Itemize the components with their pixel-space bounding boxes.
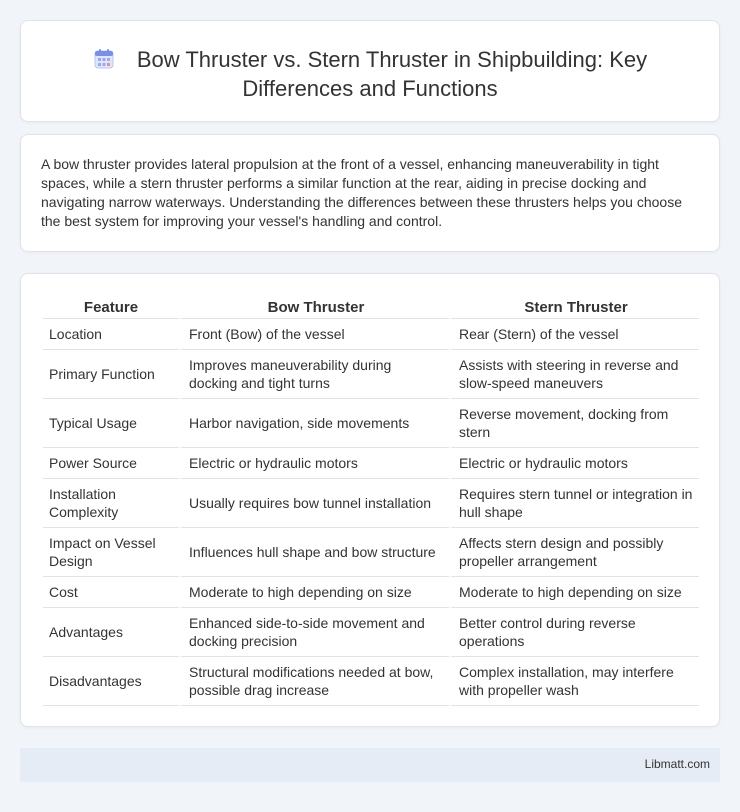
stern-cell: Requires stern tunnel or integration in hull shape xyxy=(449,479,699,528)
table-row xyxy=(43,350,699,399)
bow-cell: Influences hull shape and bow structure xyxy=(179,528,449,577)
stern-cell: Assists with steering in reverse and slow-speed maneuvers xyxy=(449,350,699,399)
feature-cell: Installation Complexity xyxy=(43,479,179,528)
feature-cell: Disadvantages xyxy=(43,657,179,706)
header-feature: Feature xyxy=(43,294,179,319)
header-stern-thruster: Stern Thruster xyxy=(449,294,699,319)
comparison-card xyxy=(20,273,720,727)
header-bow-thruster: Bow Thruster xyxy=(179,294,449,319)
comparison-table xyxy=(43,294,699,706)
stern-cell: Moderate to high depending on size xyxy=(449,577,699,608)
stern-cell: Complex installation, may interfere with propeller wash xyxy=(449,657,699,706)
page-title-text: Bow Thruster vs. Stern Thruster in Shipbuilding: Key Differences and Functions xyxy=(136,47,648,101)
bow-cell: Front (Bow) of the vessel xyxy=(179,319,449,350)
bow-cell: Electric or hydraulic motors xyxy=(179,448,449,479)
footer-site-link[interactable]: Libmatt.com xyxy=(644,757,710,771)
feature-cell: Advantages xyxy=(43,608,179,657)
bow-cell: Moderate to high depending on size xyxy=(179,577,449,608)
table-row xyxy=(43,657,699,706)
table-row xyxy=(43,448,699,479)
bow-cell: Enhanced side-to-side movement and docking precision xyxy=(179,608,449,657)
bow-cell: Harbor navigation, side movements xyxy=(179,399,449,448)
table-row xyxy=(43,577,699,608)
feature-cell: Typical Usage xyxy=(43,399,179,448)
feature-cell: Impact on Vessel Design xyxy=(43,528,179,577)
table-row xyxy=(43,528,699,577)
footer-bar xyxy=(20,748,720,782)
page-title xyxy=(21,45,719,103)
table-header-row xyxy=(43,294,699,319)
stern-cell: Rear (Stern) of the vessel xyxy=(449,319,699,350)
feature-cell: Primary Function xyxy=(43,350,179,399)
feature-cell: Location xyxy=(43,319,179,350)
title-card xyxy=(20,20,720,122)
intro-card xyxy=(20,134,720,252)
table-row xyxy=(43,319,699,350)
stern-cell: Electric or hydraulic motors xyxy=(449,448,699,479)
bow-cell: Improves maneuverability during docking and tight turns xyxy=(179,350,449,399)
bow-cell: Structural modifications needed at bow, possible drag increase xyxy=(179,657,449,706)
table-row xyxy=(43,399,699,448)
table-row xyxy=(43,608,699,657)
feature-cell: Power Source xyxy=(43,448,179,479)
calendar-icon xyxy=(93,48,115,70)
feature-cell: Cost xyxy=(43,577,179,608)
stern-cell: Affects stern design and possibly propeller arrangement xyxy=(449,528,699,577)
bow-cell: Usually requires bow tunnel installation xyxy=(179,479,449,528)
stern-cell: Better control during reverse operations xyxy=(449,608,699,657)
table-row xyxy=(43,479,699,528)
stern-cell: Reverse movement, docking from stern xyxy=(449,399,699,448)
intro-paragraph: A bow thruster provides lateral propulsion at the front of a vessel, enhancing maneuverability in tight spaces, while a stern thruster performs a similar function at the rear, aiding in precise docking and navigating narrow waterways. Understanding the differences between these thrusters helps you choose the best system for improving your vessel's handling and control. xyxy=(41,156,683,229)
